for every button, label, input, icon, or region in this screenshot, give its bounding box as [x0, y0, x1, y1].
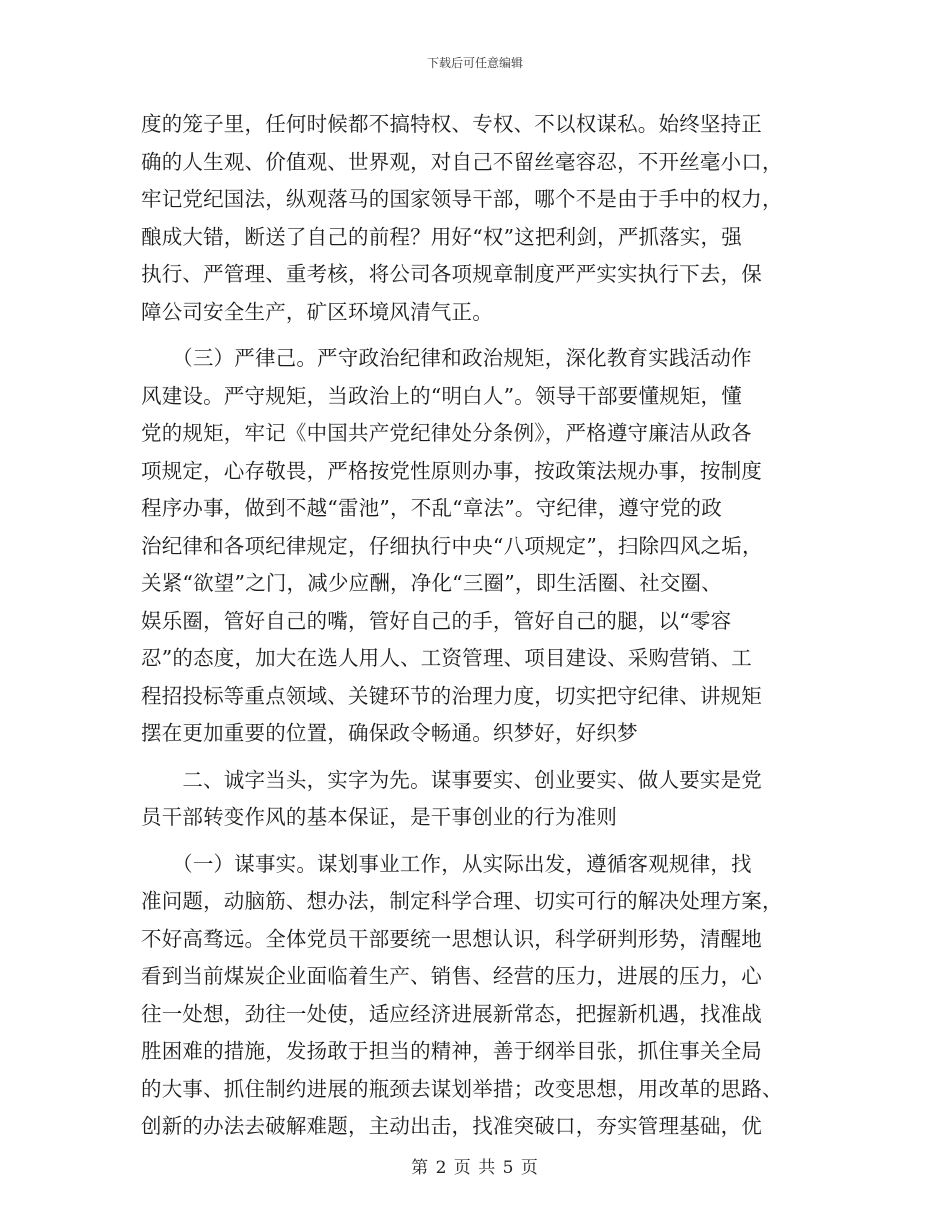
- text-line: 员干部转变作风的基本保证，是干事创业的行为准则: [141, 805, 618, 829]
- paragraph: [141, 762, 811, 837]
- text-line: 牢记党纪国法，纵观落马的国家领导干部，哪个不是由于手中的权力，: [141, 187, 783, 211]
- text-line: 准问题，动脑筋、想办法，制定科学合理、切实可行的解决处理方案，: [141, 889, 783, 913]
- text-line: 不好高骛远。全体党员干部要统一思想认识，科学研判形势，清醒地: [141, 926, 762, 951]
- text-line: 确的人生观、价值观、世界观，对自己不留丝毫容忍，不开丝毫小口，: [141, 149, 783, 174]
- document-body: [141, 106, 811, 1146]
- text-line: 关紧“欲望”之门，减少应酬，净化“三圈”，即生活圈、社交圈、: [141, 571, 722, 595]
- text-line: 胜困难的措施，发扬敢于担当的精神，善于纲举目张，抓住事关全局: [141, 1039, 762, 1063]
- text-line: 娱乐圈，管好自己的嘴，管好自己的手，管好自己的腿，以“零容: [141, 608, 732, 633]
- page-header: 下载后可任意编辑: [426, 56, 523, 70]
- text-line: （一）谋事实。谋划事业工作，从实际出发，遵循客观规律，找: [141, 851, 752, 876]
- text-line: 二、诚字当头，实字为先。谋事要实、创业要实、做人要实是党: [141, 767, 762, 792]
- text-line: 风建设。严守规矩，当政治上的“明白人”。领导干部要懂规矩，懂: [141, 383, 742, 408]
- text-line: 的大事、抓住制约进展的瓶颈去谋划举措；改变思想，用改革的思路、: [141, 1076, 783, 1101]
- text-line: 往一处想，劲往一处使，适应经济进展新常态，把握新机遇，找准战: [141, 1001, 762, 1026]
- text-line: 党的规矩，牢记《中国共产党纪律处分条例》，严格遵守廉洁从政各: [141, 421, 752, 445]
- text-line: 度的笼子里，任何时候都不搞特权、专权、不以权谋私。始终坚持正: [141, 112, 762, 136]
- page-footer: 第 2 页 共 5 页: [411, 1158, 539, 1178]
- text-line: 创新的办法去破解难题，主动出击，找准突破口，夯实管理基础，优: [141, 1114, 762, 1138]
- text-line: 看到当前煤炭企业面临着生产、销售、经营的压力，进展的压力，心: [141, 964, 762, 988]
- text-line: 摆在更加重要的位置，确保政令畅通。织梦好，好织梦: [141, 721, 638, 745]
- text-line: 程招投标等重点领域、关键环节的治理力度，切实把守纪律、讲规矩: [141, 683, 762, 708]
- paragraph: [141, 340, 811, 753]
- text-line: 治纪律和各项纪律规定，仔细执行中央“八项规定”，扫除四风之垢，: [141, 533, 763, 558]
- text-line: 程序办事，做到不越“雷池”，不乱“章法”。守纪律，遵守党的政: [141, 496, 722, 520]
- paragraph: [141, 846, 811, 1146]
- text-line: 执行、严管理、重考核，将公司各项规章制度严严实实执行下去，保: [141, 262, 762, 286]
- text-line: 忍”的态度，加大在选人用人、工资管理、项目建设、采购营销、工: [141, 646, 752, 670]
- text-line: （三）严律己。严守政治纪律和政治规矩，深化教育实践活动作: [141, 346, 752, 370]
- text-line: 障公司安全生产，矿区环境风清气正。: [141, 299, 493, 324]
- text-line: 酿成大错，断送了自己的前程？用好“权”这把利剑，严抓落实，强: [141, 224, 742, 249]
- paragraph: [141, 106, 811, 331]
- text-line: 项规定，心存敬畏，严格按党性原则办事，按政策法规办事，按制度: [141, 458, 762, 483]
